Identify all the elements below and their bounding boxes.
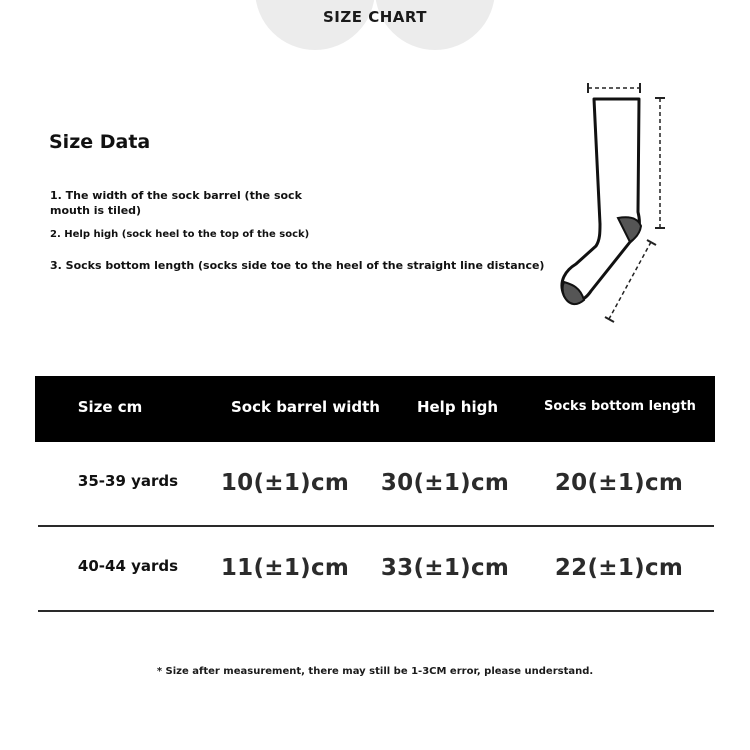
barrel-width-value: 10(±1)cm xyxy=(220,470,350,496)
page-title: SIZE CHART xyxy=(322,8,427,26)
bottom-length-value: 22(±1)cm xyxy=(554,555,684,581)
bottom-length-value: 20(±1)cm xyxy=(554,470,684,496)
size-label: 35-39 yards xyxy=(77,472,179,490)
header-size-cm: Size cm xyxy=(77,398,143,416)
table-row xyxy=(38,528,714,612)
header-help-high: Help high xyxy=(416,398,499,416)
help-high-value: 30(±1)cm xyxy=(380,470,510,496)
header-bottom-length: Socks bottom length xyxy=(544,399,696,414)
barrel-width-value: 11(±1)cm xyxy=(220,555,350,581)
size-data-heading: Size Data xyxy=(49,131,151,153)
note-help-high: 2. Help high (sock heel to the top of the sock) xyxy=(50,229,310,240)
size-label: 40-44 yards xyxy=(77,557,179,575)
footnote: * Size after measurement, there may still be 1-3CM error, please understand. xyxy=(156,666,594,677)
help-high-value: 33(±1)cm xyxy=(380,555,510,581)
note-barrel-width: 1. The width of the sock barrel (the sock mouth is tiled) xyxy=(50,189,302,217)
sock-diagram-icon xyxy=(550,78,680,328)
header-barrel-width: Sock barrel width xyxy=(231,398,380,416)
note-bottom-length: 3. Socks bottom length (socks side toe to the heel of the straight line distance) xyxy=(50,259,545,272)
table-row xyxy=(38,443,714,527)
row-divider xyxy=(38,525,714,527)
row-divider xyxy=(38,610,714,612)
size-table-header xyxy=(35,376,715,442)
